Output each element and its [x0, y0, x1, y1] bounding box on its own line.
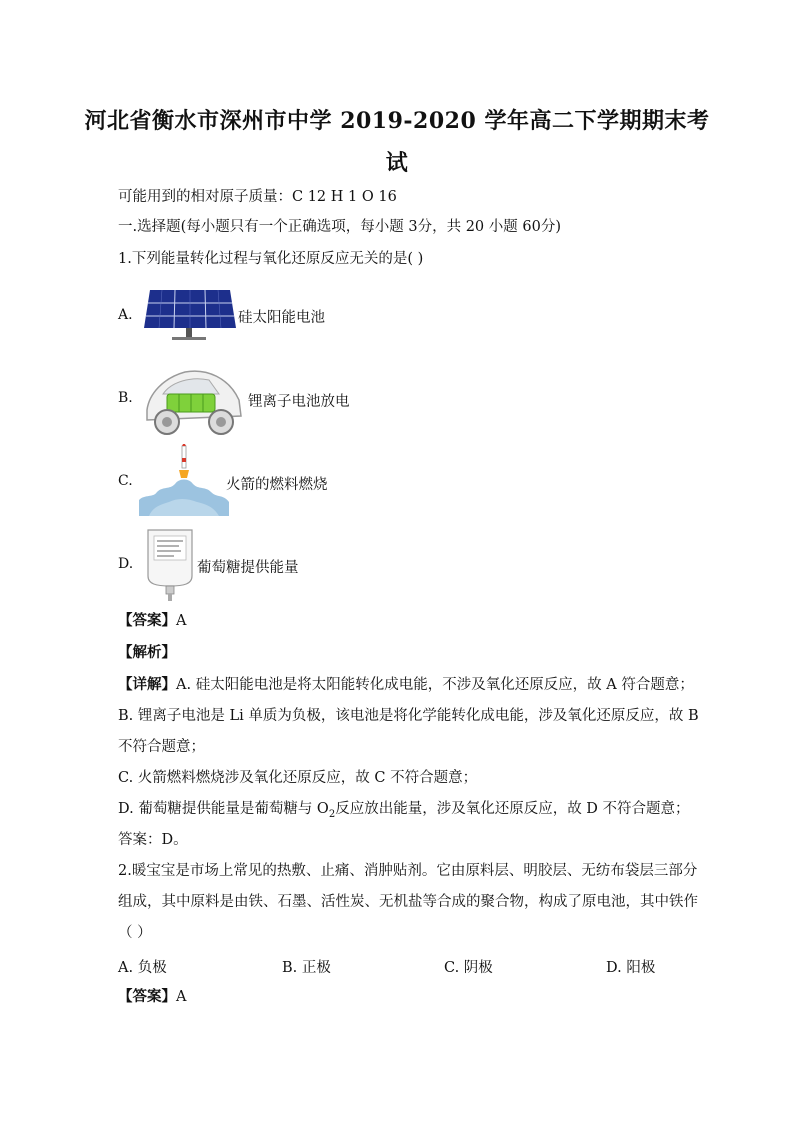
q2-answer-label: 【答案】	[118, 988, 176, 1005]
section-heading: 一.选择题(每小题只有一个正确选项，每小题 3分，共 20 小题 60分)	[118, 219, 561, 235]
q1-option-d-letter: D.	[118, 556, 134, 572]
detail-line-b2: 不符合题意；	[118, 739, 205, 755]
q1-option-b-letter: B.	[118, 390, 133, 406]
iv-bag-icon	[144, 526, 196, 602]
detail-d-subscript: 2	[328, 808, 336, 820]
title-line-2: 试	[385, 150, 409, 176]
title-line-1: 河北省衡水市深州市中学 2019-2020 学年高二下学期期末考	[84, 108, 710, 134]
answer-label: 【答案】	[118, 612, 176, 629]
car-battery-icon	[141, 364, 245, 438]
detail-d-pre: D. 葡萄糖提供能量是葡萄糖与 O	[118, 801, 329, 817]
q2-stem-line-3: （ ）	[118, 925, 152, 941]
rocket-launch-icon	[139, 444, 229, 518]
q1-option-a-text: 硅太阳能电池	[238, 310, 325, 326]
q1-option-c-text: 火箭的燃料燃烧	[226, 477, 328, 493]
detail-a-text: A. 硅太阳能电池是将太阳能转化成电能，不涉及氧化还原反应，故 A 符合题意；	[176, 677, 694, 693]
answer-value: A	[176, 613, 187, 629]
detail-line-a	[118, 676, 694, 694]
q1-option-d-text: 葡萄糖提供能量	[197, 560, 299, 576]
q1-answer-line	[118, 612, 186, 630]
q1-conclusion: 答案：D。	[118, 832, 188, 848]
q2-stem-line-1: 2.暖宝宝是市场上常见的热敷、止痛、消肿贴剂。它由原料层、明胶层、无纺布袋层三部分	[118, 863, 698, 879]
q2-stem-line-2: 组成，其中原料是由铁、石墨、活性炭、无机盐等合成的聚合物，构成了原电池，其中铁作	[118, 894, 698, 910]
atomic-mass-line: 可能用到的相对原子质量：C 12 H 1 O 16	[118, 189, 397, 205]
detail-line-d	[118, 800, 690, 824]
q2-option-b: B. 正极	[282, 960, 331, 976]
detail-line-c: C. 火箭燃料燃烧涉及氧化还原反应，故 C 不符合题意；	[118, 770, 478, 786]
detail-label: 【详解】	[118, 676, 176, 693]
q2-option-c: C. 阴极	[444, 960, 493, 976]
solar-panel-icon	[142, 288, 238, 342]
q1-option-c-letter: C.	[118, 473, 133, 489]
q1-stem: 1.下列能量转化过程与氧化还原反应无关的是( )	[118, 251, 424, 267]
q2-option-a: A. 负极	[118, 960, 167, 976]
q1-option-a-letter: A.	[118, 307, 133, 323]
q2-option-d: D. 阳极	[606, 960, 656, 976]
detail-d-post: 反应放出能量，涉及氧化还原反应，故 D 不符合题意；	[335, 801, 690, 817]
q2-answer-line	[118, 988, 186, 1006]
analysis-label: 【解析】	[118, 644, 176, 661]
q1-option-b-text: 锂离子电池放电	[248, 394, 350, 410]
detail-line-b1: B. 锂离子电池是 Li 单质为负极，该电池是将化学能转化成电能，涉及氧化还原反应，故 B	[118, 708, 699, 724]
q2-answer-value: A	[176, 989, 187, 1005]
